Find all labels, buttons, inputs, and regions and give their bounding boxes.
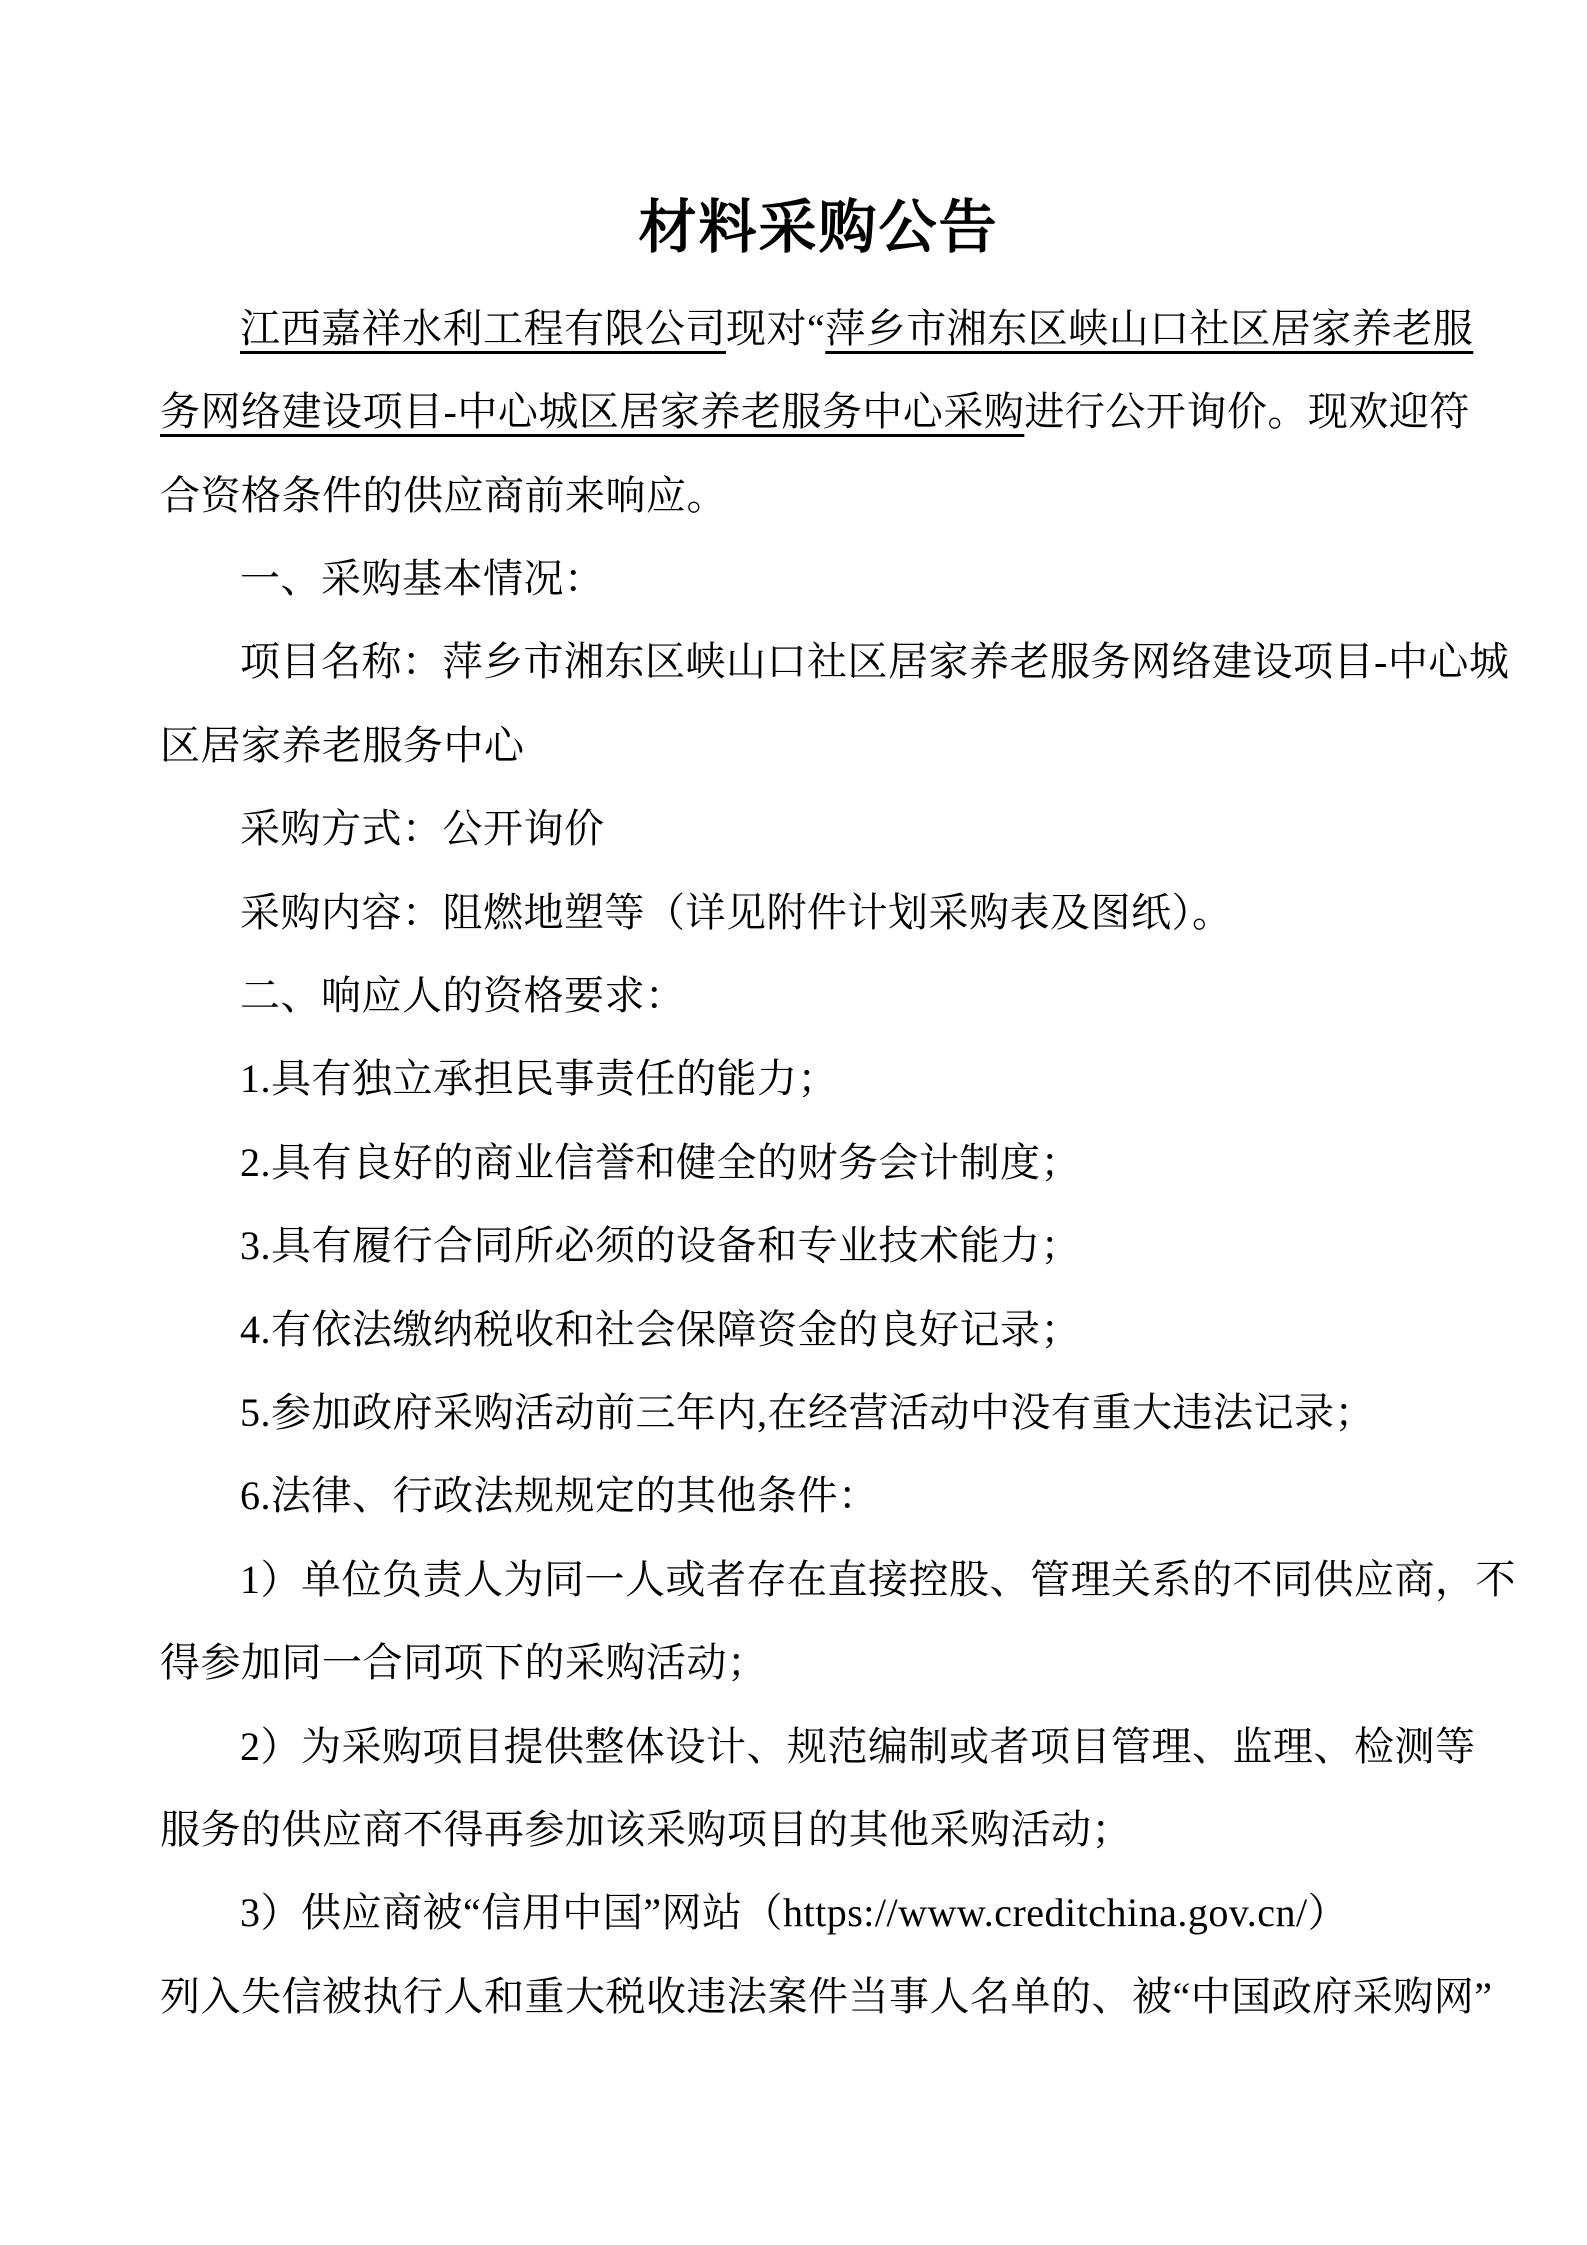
text-segment: 采购内容：阻燃地塑等（详见附件计划采购表及图纸）。 <box>240 889 1233 935</box>
text-line <box>160 1538 1516 1621</box>
text-line <box>160 287 1477 370</box>
text-segment: 二、响应人的资格要求： <box>240 973 686 1019</box>
text-segment: 4.有依法缴纳税收和社会保障资金的良好记录； <box>240 1306 1081 1352</box>
text-segment: 一、采购基本情况： <box>240 556 605 602</box>
text-segment: 进行公开询价。现欢迎符 <box>1024 389 1470 435</box>
text-line <box>160 1621 1477 1704</box>
text-segment: 2）为采购项目提供整体设计、规范编制或者项目管理、监理、检测等 <box>240 1723 1476 1769</box>
text-line <box>160 787 1477 870</box>
text-segment: 列入失信被执行人和重大税收违法案件当事人名单的、被“中国政府采购网” <box>160 1973 1493 2019</box>
text-line <box>160 1288 1477 1371</box>
text-line <box>160 620 1510 703</box>
text-segment: 6.法律、行政法规规定的其他条件： <box>240 1473 879 1519</box>
text-line <box>160 370 1477 453</box>
text-segment: 得参加同一合同项下的采购活动； <box>160 1640 768 1686</box>
text-line <box>160 871 1477 954</box>
document-title: 材料采购公告 <box>638 195 999 260</box>
underlined-text: 萍乡市湘东区峡山口社区居家养老服 <box>825 305 1474 351</box>
text-line <box>160 1121 1477 1204</box>
text-line <box>160 1371 1477 1454</box>
text-line <box>160 1955 1493 2038</box>
text-line <box>160 704 1477 787</box>
text-line <box>160 954 1477 1037</box>
text-line <box>160 1788 1477 1871</box>
text-line <box>160 1705 1477 1788</box>
text-line <box>160 537 1477 620</box>
text-line <box>160 1454 1477 1537</box>
text-segment: 采购方式：公开询价 <box>240 806 605 852</box>
text-segment: 1）单位负责人为同一人或者存在直接控股、管理关系的不同供应商，不 <box>240 1556 1516 1602</box>
text-segment: 5.参加政府采购活动前三年内,在经营活动中没有重大违法记录； <box>240 1389 1375 1435</box>
underlined-text: 江西嘉祥水利工程有限公司 <box>240 305 726 351</box>
text-segment: 3.具有履行合同所必须的设备和专业技术能力； <box>240 1223 1081 1269</box>
text-line <box>160 454 1477 537</box>
text-segment: 1.具有独立承担民事责任的能力； <box>240 1056 838 1102</box>
text-segment: 项目名称：萍乡市湘东区峡山口社区居家养老服务网络建设项目-中心城 <box>240 639 1510 685</box>
underlined-text: 务网络建设项目-中心城区居家养老服务中心采购 <box>160 389 1025 435</box>
text-segment: 现对“ <box>726 305 826 351</box>
text-line <box>160 1871 1477 1954</box>
text-segment: 2.具有良好的商业信誉和健全的财务会计制度； <box>240 1139 1081 1185</box>
text-line <box>160 1204 1477 1287</box>
text-segment: 合资格条件的供应商前来响应。 <box>160 472 727 518</box>
text-segment: 3）供应商被“信用中国”网站（https://www.creditchina.gov.cn/） <box>240 1890 1349 1936</box>
text-segment: 服务的供应商不得再参加该采购项目的其他采购活动； <box>160 1806 1132 1852</box>
text-line <box>160 1037 1477 1120</box>
document-body <box>160 287 1516 2038</box>
text-segment: 区居家养老服务中心 <box>160 722 525 768</box>
